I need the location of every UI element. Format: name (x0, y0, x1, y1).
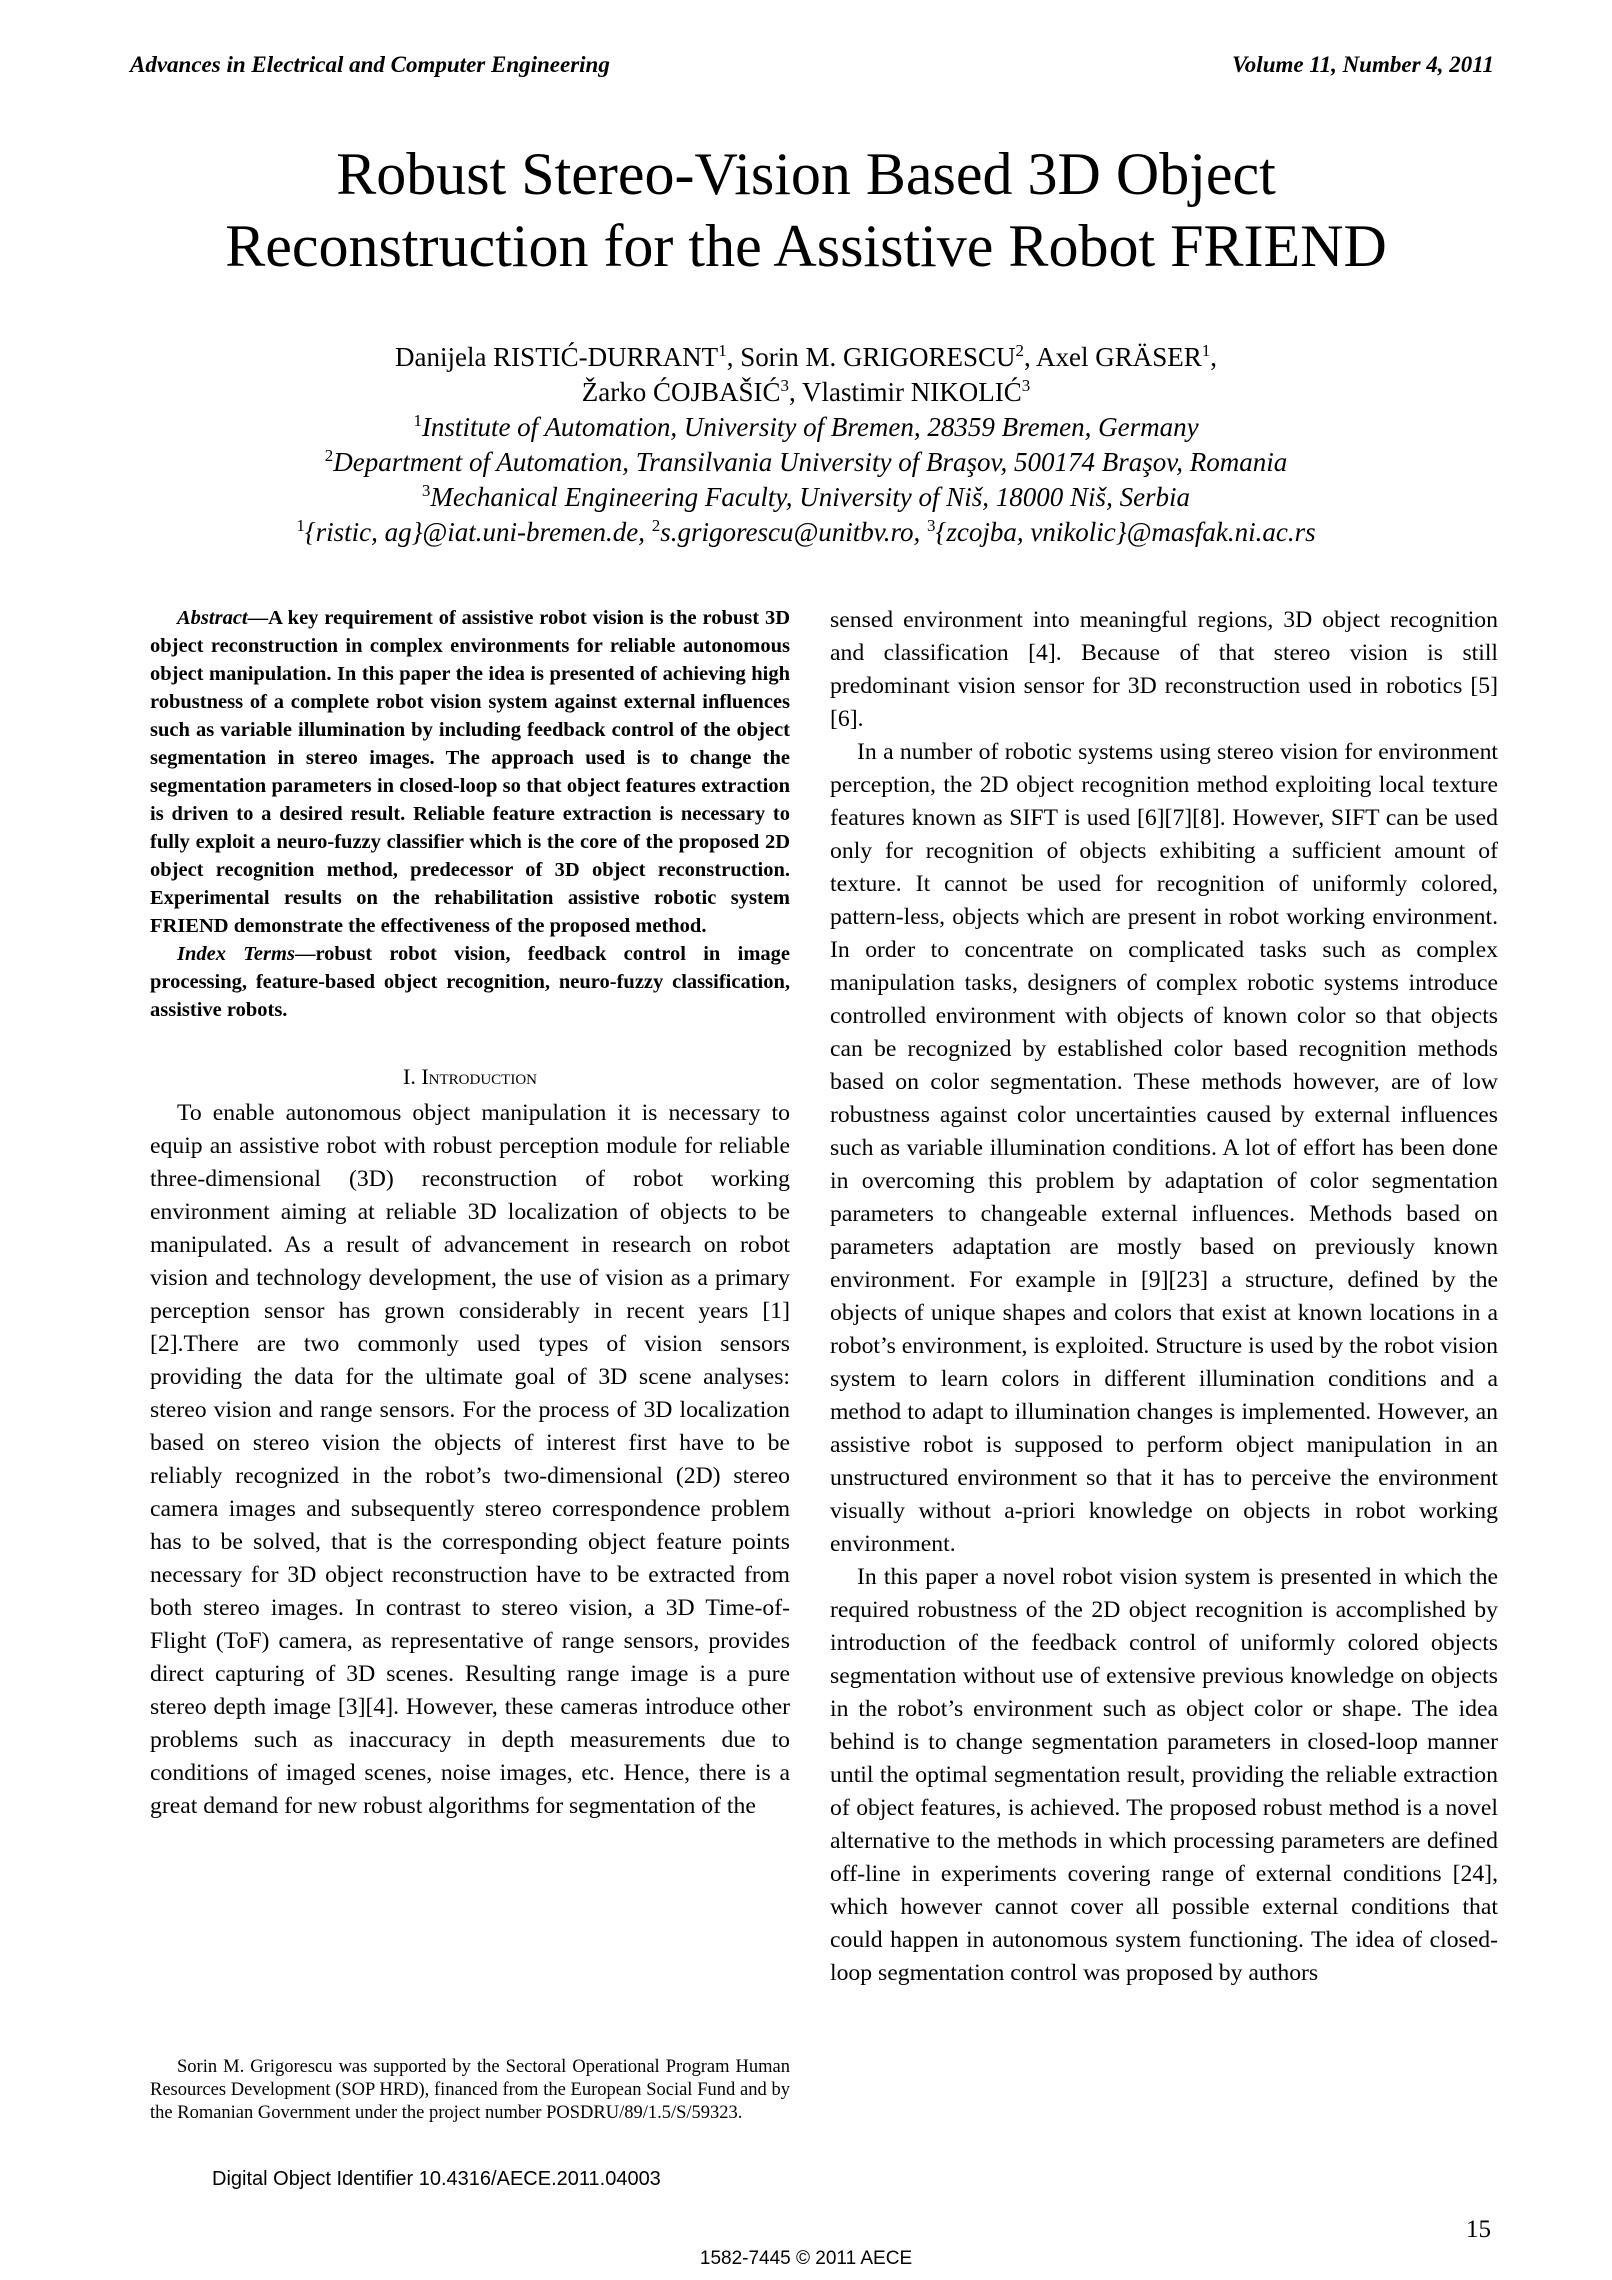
body-paragraph: sensed environment into meaningful regions, 3D object recognition and classification [4]. Because of that stereo vision is still predominant vision sensor for 3D reconstruction used in robotics [5][6]. (830, 607, 1498, 732)
affiliation-sup: 1 (413, 411, 422, 430)
author-block (100, 340, 1512, 550)
author-sep: , (1210, 342, 1218, 372)
doi: Digital Object Identifier 10.4316/AECE.2011.04003 (212, 2168, 661, 2190)
author-line-2 (100, 375, 1512, 410)
journal-name: Advances in Electrical and Computer Engineering (130, 52, 610, 77)
email-text: {ristic, ag}@iat.uni-bremen.de, (304, 517, 652, 547)
author-sup: 3 (780, 376, 790, 395)
volume-info: Volume 11, Number 4, 2011 (1232, 52, 1494, 77)
affiliation-text: Institute of Automation, University of Bremen, 28359 Bremen, Germany (421, 412, 1199, 442)
abstract (150, 604, 790, 940)
left-column (150, 604, 790, 1823)
email-sup: 1 (296, 516, 305, 535)
author-name: , Sorin M. GRIGORESCU (726, 342, 1016, 372)
abstract-label: Abstract (177, 607, 248, 629)
author-name: Danijela RISTIĆ-DURRANT (394, 342, 719, 372)
body-paragraph: To enable autonomous object manipulation it is necessary to equip an assistive robot with robust perception module for reliable three-dimensional (3D) reconstruction of robot working environment aiming at reliable 3D localization of objects to be manipulated. As a result of advancement in research on robot vision and technology development, the use of vision as a primary perception sensor has grown considerably in recent years [1][2].There are two commonly used types of vision sensors providing the data for the ultimate goal of 3D scene analyses: stereo vision and range sensors. For the process of 3D localization based on stereo vision the objects of interest first have to be reliably recognized in the robot’s two-dimensional (2D) stereo camera images and subsequently stereo correspondence problem has to be solved, that is the corresponding object feature points necessary for 3D object reconstruction have to be extracted from both stereo images. In contrast to stereo vision, a 3D Time-of-Flight (ToF) camera, as representative of range sensors, provides direct capturing of 3D scenes. Resulting range image is a pure stereo depth image [3][4]. However, these cameras introduce other problems such as inaccuracy in depth measurements due to conditions of imaged scenes, noise images, etc. Hence, there is a great demand for new robust algorithms for segmentation of the (150, 1100, 790, 1819)
email-text: s.grigorescu@unitbv.ro, (660, 517, 928, 547)
funding-footnote: Sorin M. Grigorescu was supported by the Sectoral Operational Program Human Resources Development (SOP HRD), financed from the European Social Fund and by the Romanian Government under the project number POSDRU/89/1.5/S/59323. (150, 2057, 790, 2123)
paper-title (100, 138, 1512, 282)
right-column (830, 604, 1498, 1990)
index-terms (150, 940, 790, 1024)
author-sup: 1 (1201, 341, 1211, 360)
affiliation-1 (100, 410, 1512, 445)
title-line-1: Robust Stereo-Vision Based 3D Object (336, 141, 1276, 207)
index-terms-text: —robust robot vision, feedback control in image processing, feature-based object recognition, neuro-fuzzy classification, assistive robots. (150, 943, 791, 1021)
body-paragraph: In a number of robotic systems using stereo vision for environment perception, the 2D object recognition method exploiting local texture features known as SIFT is used [6][7][8]. However, SIFT can be used only for recognition of objects exhibiting a sufficient amount of texture. It cannot be used for recognition of uniformly colored, pattern-less, objects which are present in robot working environment. In order to concentrate on complicated tasks such as complex manipulation tasks, designers of complex robotic systems introduce controlled environment with objects of known color so that objects can be recognized by established color based recognition methods based on color segmentation. These methods however, are of low robustness against color uncertainties caused by external influences such as variable illumination conditions. A lot of effort has been done in overcoming this problem by adaptation of color segmentation parameters to changeable external influences. Methods based on parameters adaptation are mostly based on previously known environment. For example in [9][23] a structure, defined by the objects of unique shapes and colors that exist at known locations in a robot’s environment, is exploited. Structure is used by the robot vision system to learn colors in different illumination conditions and a method to adapt to illumination changes is implemented. However, an assistive robot is supposed to perform object manipulation in an unstructured environment so that it has to perceive the environment visually without a-priori knowledge on objects in robot working environment. (830, 739, 1498, 1557)
body-paragraph: In this paper a novel robot vision system is presented in which the required robustness of the 2D object recognition is accomplished by introduction of the feedback control of uniformly colored objects segmentation without use of extensive previous knowledge on objects in the robot’s environment such as object color or shape. The idea behind is to change segmentation parameters in closed-loop manner until the optimal segmentation result, providing the reliable extraction of object features, is achieved. The proposed robust method is a novel alternative to the methods in which processing parameters are defined off-line in experiments covering range of external conditions [24], which however cannot cover all possible external conditions that could happen in autonomous system functioning. The idea of closed-loop segmentation control was proposed by authors (830, 1564, 1498, 1986)
page-number: 15 (1466, 2216, 1491, 2243)
email-sup: 2 (651, 516, 661, 535)
affiliation-3 (100, 480, 1512, 515)
email-text: {zcojba, vnikolic}@masfak.ni.ac.rs (935, 517, 1316, 547)
section-heading-introduction (150, 1060, 790, 1093)
title-line-2: Reconstruction for the Assistive Robot FRIEND (225, 213, 1387, 279)
section-title: Introduction (421, 1064, 537, 1089)
author-name: , Axel GRÄSER (1023, 342, 1202, 372)
abstract-text: —A key requirement of assistive robot vision is the robust 3D object reconstruction in complex environments for reliable autonomous object manipulation. In this paper the idea is presented of achieving high robustness of a complete robot vision system against external influences such as variable illumination by including feedback control of the object segmentation in stereo images. The approach used is to change the segmentation parameters in closed-loop so that object features extraction is driven to a desired result. Reliable feature extraction is necessary to fully exploit a neuro-fuzzy classifier which is the core of the proposed 2D object recognition method, predecessor of 3D object reconstruction. Experimental results on the rehabilitation assistive robotic system FRIEND demonstrate the effectiveness of the proposed method. (150, 607, 790, 937)
author-sup: 1 (718, 341, 727, 360)
author-name: , Vlastimir NIKOLIĆ (789, 377, 1022, 407)
affiliation-2 (100, 445, 1512, 480)
running-header (130, 52, 1494, 78)
email-sup: 3 (927, 516, 936, 535)
author-sup: 3 (1021, 376, 1031, 395)
author-line-1 (100, 340, 1512, 375)
section-number: I. (403, 1064, 422, 1089)
affiliation-text: Mechanical Engineering Faculty, University of Niš, 18000 Niš, Serbia (430, 482, 1191, 512)
author-sup: 2 (1015, 341, 1024, 360)
affiliation-sup: 2 (324, 446, 334, 465)
copyright: 1582-7445 © 2011 AECE (699, 2248, 913, 2269)
email-line (100, 515, 1512, 550)
affiliation-text: Department of Automation, Transilvania University of Braşov, 500174 Braşov, Romania (333, 447, 1288, 477)
affiliation-sup: 3 (421, 481, 431, 500)
author-name: Žarko ĆOJBAŠIĆ (581, 377, 781, 407)
index-terms-label: Index Terms (177, 943, 295, 965)
